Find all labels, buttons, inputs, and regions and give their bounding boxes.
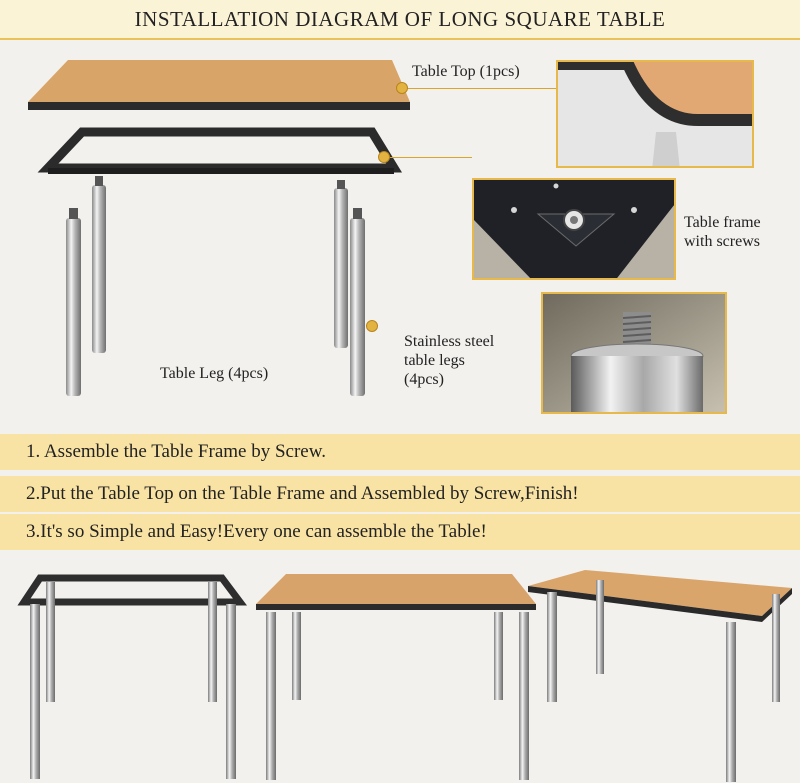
page-title: INSTALLATION DIAGRAM OF LONG SQUARE TABLE bbox=[134, 6, 666, 31]
leg-front-left bbox=[66, 218, 81, 396]
table-top-illustration bbox=[28, 60, 410, 110]
step-1-text: 1. Assemble the Table Frame by Screw. bbox=[26, 441, 326, 462]
step-1 bbox=[0, 434, 800, 470]
assembled-table-angled-photo bbox=[528, 570, 792, 782]
leg-back-right bbox=[334, 188, 348, 348]
table-frame-label-line2: with screws bbox=[684, 233, 760, 250]
connector-dot-frame bbox=[378, 151, 390, 163]
step-3-text: 3.It's so Simple and Easy!Every one can assemble the Table! bbox=[26, 521, 487, 542]
table-frame-label-line1: Table frame bbox=[684, 214, 761, 231]
assembly-sequence-photos bbox=[0, 558, 800, 783]
frame-with-legs-photo bbox=[24, 578, 240, 779]
table-top-label: Table Top (1pcs) bbox=[412, 63, 520, 80]
legs-label bbox=[404, 332, 494, 389]
table-top-closeup-photo bbox=[556, 60, 754, 168]
table-frame-closeup-photo bbox=[472, 178, 676, 280]
leg-closeup-photo bbox=[541, 292, 727, 414]
connector-frame bbox=[388, 157, 472, 158]
table-legs-illustration bbox=[66, 176, 365, 396]
step-3 bbox=[0, 514, 800, 550]
legs-label-line3: (4pcs) bbox=[404, 371, 444, 388]
leg-back-left bbox=[92, 185, 106, 353]
title-band bbox=[0, 0, 800, 40]
legs-label-line1: Stainless steel bbox=[404, 333, 495, 350]
connector-dot-top bbox=[396, 82, 408, 94]
step-2-text: 2.Put the Table Top on the Table Frame and Assembled by Screw,Finish! bbox=[26, 483, 579, 504]
step-2 bbox=[0, 476, 800, 512]
connector-dot-legs bbox=[366, 320, 378, 332]
table-leg-count-label: Table Leg (4pcs) bbox=[160, 365, 269, 382]
table-frame-illustration bbox=[48, 132, 394, 174]
table-frame-label bbox=[684, 213, 761, 251]
assembled-table-front-photo bbox=[256, 574, 536, 780]
leg-front-right bbox=[350, 218, 365, 396]
connector-top bbox=[400, 88, 556, 89]
legs-label-line2: table legs bbox=[404, 352, 465, 369]
